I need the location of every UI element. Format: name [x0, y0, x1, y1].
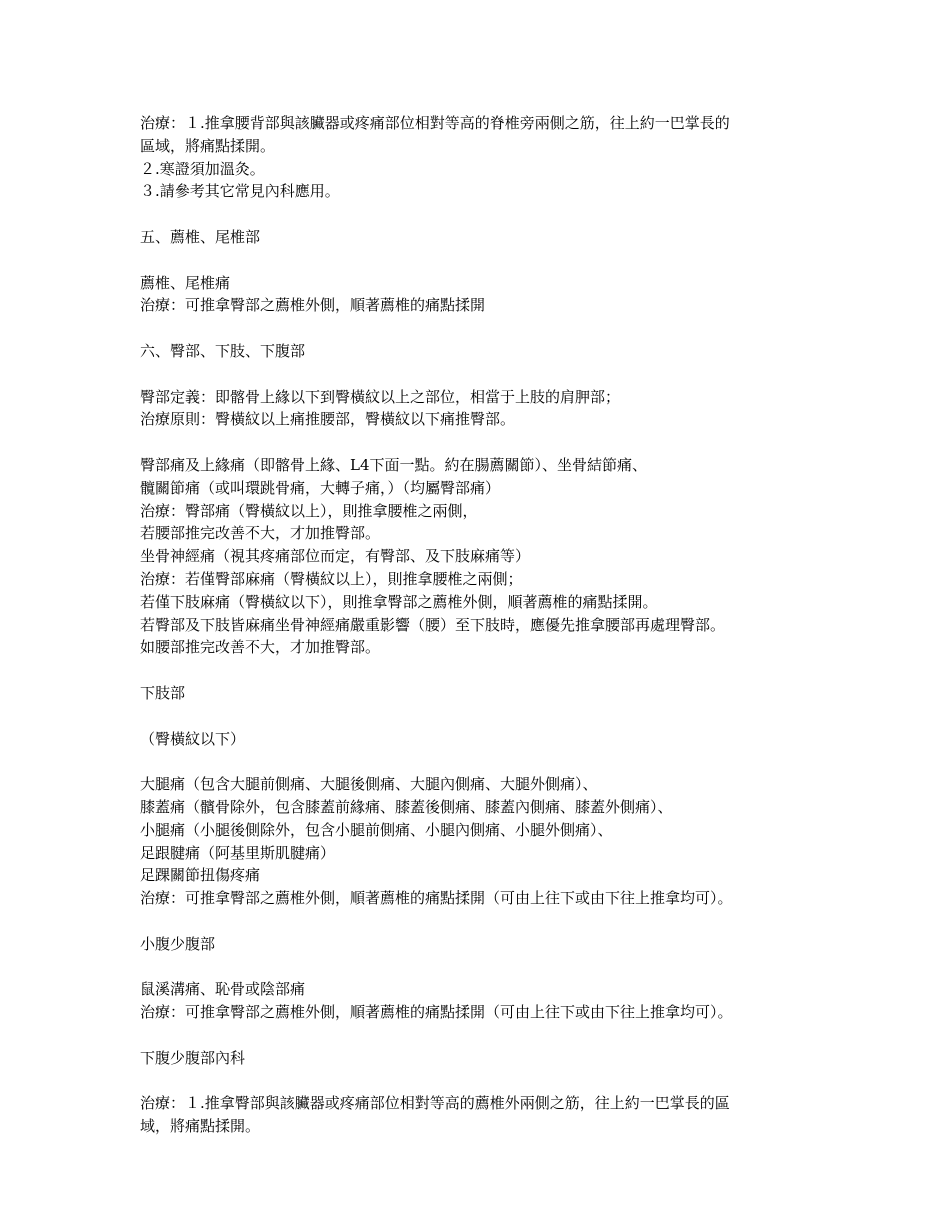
blank-line: [140, 910, 820, 933]
text-line: 治療：可推拿臀部之薦椎外側，順著薦椎的痛點揉開（可由上往下或由下往上推拿均可）。: [140, 889, 733, 908]
blank-line: [140, 750, 820, 773]
text-line: 若僅下肢麻痛（臀橫紋以下），則推拿臀部之薦椎外側，順著薦椎的痛點揉開。: [140, 592, 658, 611]
blank-line: [140, 659, 820, 682]
text-line: 臀部痛及上緣痛（即髂骨上緣、L4下面一點。約在腸薦關節）、坐骨結節痛、: [140, 455, 648, 474]
section-heading: 下腹少腹部內科: [140, 1048, 246, 1067]
text-line: 薦椎、尾椎痛: [140, 273, 231, 292]
section-heading: 六、臀部、下肢、下腹部: [140, 341, 306, 360]
section-heading: 小腹少腹部: [140, 934, 216, 953]
text-line: 若腰部推完改善不大，才加推臀部。: [140, 524, 381, 543]
blank-line: [140, 955, 820, 978]
text-line: 小腿痛（小腿後側除外，包含小腿前側痛、小腿內側痛、小腿外側痛）、: [140, 820, 613, 839]
document-body: [140, 112, 820, 1138]
text-line: 治療：臀部痛（臀橫紋以上），則推拿腰椎之兩側，: [140, 501, 478, 520]
text-line: 膝蓋痛（髕骨除外，包含膝蓋前緣痛、膝蓋後側痛、膝蓋內側痛、膝蓋外側痛）、: [140, 797, 673, 816]
blank-line: [140, 317, 820, 340]
text-line: 鼠溪溝痛、恥骨或陰部痛: [140, 980, 306, 999]
text-line: （臀橫紋以下）: [140, 729, 246, 748]
text-line: 區域，將痛點揉開。: [140, 136, 276, 155]
text-line: 域，將痛點揉開。: [140, 1117, 261, 1136]
text-line: 治療原則：臀橫紋以上痛推腰部，臀橫紋以下痛推臀部。: [140, 410, 516, 429]
blank-line: [140, 705, 820, 728]
text-line: 臀部定義：即髂骨上緣以下到臀橫紋以上之部位，相當于上肢的肩胛部；: [140, 387, 621, 406]
text-line: 髖關節痛（或叫環跳骨痛，大轉子痛，）（均屬臀部痛）: [140, 478, 501, 497]
text-line: 治療：１.推拿臀部與該臟器或疼痛部位相對等高的薦椎外兩側之筋，往上約一巴掌長的區: [140, 1094, 730, 1113]
text-line: 治療：１.推拿腰背部與該臟器或疼痛部位相對等高的脊椎旁兩側之筋，往上約一巴掌長的: [140, 114, 730, 132]
blank-line: [140, 363, 820, 386]
blank-line: [140, 249, 820, 272]
text-line: 若臀部及下肢皆麻痛坐骨神經痛嚴重影響（腰）至下肢時，應優先推拿腰部再處理臀部。: [140, 615, 726, 634]
text-line: 治療：可推拿臀部之薦椎外側，順著薦椎的痛點揉開（可由上往下或由下往上推拿均可）。: [140, 1003, 733, 1022]
text-line: 如腰部推完改善不大，才加推臀部。: [140, 638, 381, 657]
text-line: 足踝關節扭傷疼痛: [140, 866, 261, 885]
text-line: 足跟腱痛（阿基里斯肌腱痛）: [140, 843, 336, 862]
blank-line: [140, 431, 820, 454]
text-line: 大腿痛（包含大腿前側痛、大腿後側痛、大腿內側痛、大腿外側痛）、: [140, 775, 598, 794]
text-line: 坐骨神經痛（視其疼痛部位而定，有臀部、及下肢麻痛等）: [140, 547, 531, 566]
text-line: ２.寒證須加溫灸。: [140, 159, 265, 178]
blank-line: [140, 1024, 820, 1047]
section-heading: 下肢部: [140, 683, 186, 702]
blank-line: [140, 1069, 820, 1092]
blank-line: [140, 203, 820, 226]
text-line: 治療：若僅臀部麻痛（臀橫紋以上），則推拿腰椎之兩側；: [140, 569, 523, 588]
text-line: ３.請參考其它常見內科應用。: [140, 182, 340, 201]
text-line: 治療：可推拿臀部之薦椎外側，順著薦椎的痛點揉開: [140, 296, 486, 315]
section-heading: 五、薦椎、尾椎部: [140, 227, 261, 246]
